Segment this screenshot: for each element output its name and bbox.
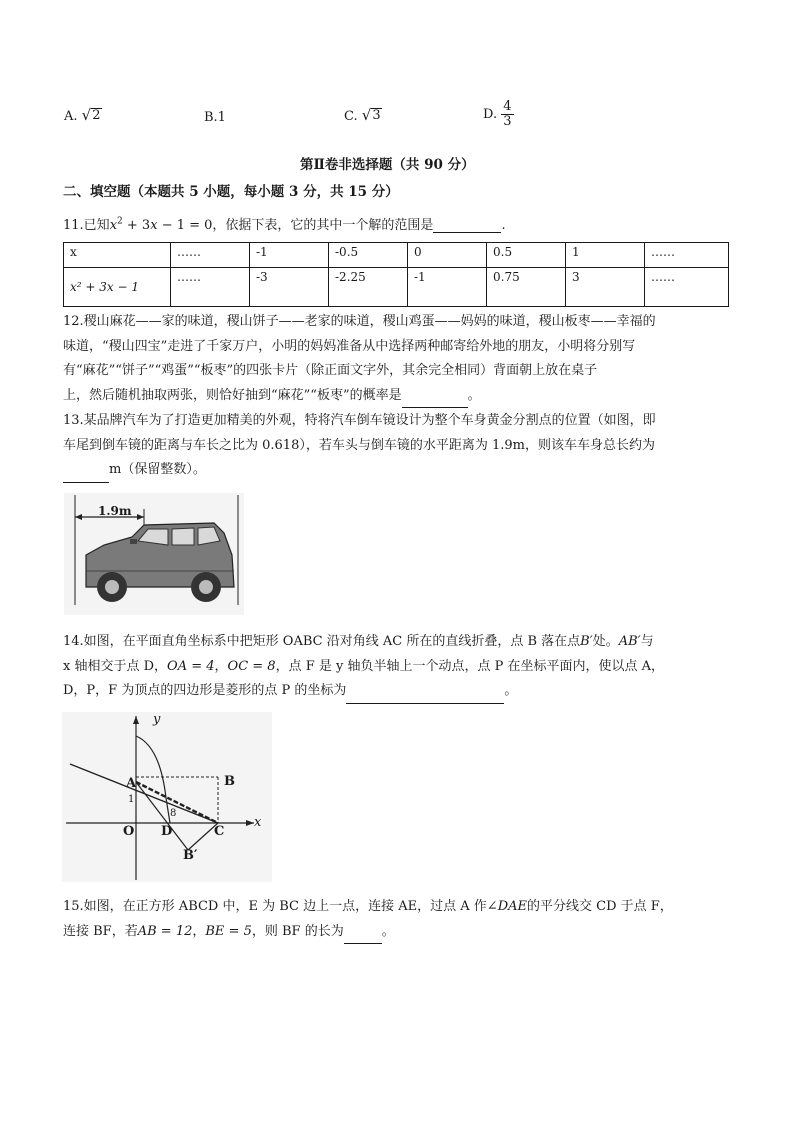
q12-end: 。: [467, 387, 481, 403]
q13-line: m（保留整数）。: [109, 462, 206, 478]
q14-text: x 轴相交于点 D，: [63, 658, 168, 674]
car-illustration: [64, 493, 244, 615]
table-cell: ……: [645, 243, 729, 268]
q15-be: BE = 5: [205, 923, 252, 939]
question-15: [63, 895, 735, 944]
answer-blank[interactable]: [63, 470, 109, 483]
q14-sep: ，: [214, 658, 228, 674]
distance-label: 1.9m: [98, 504, 132, 518]
value-table: [63, 242, 729, 307]
table-cell: -3: [250, 268, 329, 307]
option-d-label: D.: [483, 107, 498, 122]
answer-blank[interactable]: [344, 931, 382, 944]
point-bprime-label: B′: [183, 848, 198, 863]
q12-line: 上，然后随机抽取两张，则恰好抽到“麻花”“板枣”的概率是: [63, 387, 402, 403]
q14-text: 14.如图，在平面直角坐标系中把矩形 OABC 沿对角线 AC 所在的直线折叠，点 B 落在点: [63, 634, 581, 649]
part2-title: 第Ⅱ卷非选择题（共 90 分）: [300, 157, 475, 173]
q11-eq-x: x: [109, 218, 118, 233]
x-axis-label: x: [254, 815, 262, 830]
q15-text: 连接 BF，若: [63, 923, 138, 939]
q11-suffix: ，依据下表，它的其中一个解的范围是: [212, 218, 434, 233]
q11-end: .: [501, 218, 506, 233]
q14-oc: OC = 8: [227, 658, 276, 674]
table-cell: 0.5: [487, 243, 566, 268]
frac-numerator: 4: [503, 99, 512, 114]
q11-eq-x2: x: [150, 218, 158, 233]
y-axis-label: y: [153, 712, 161, 727]
table-cell: -1: [250, 243, 329, 268]
table-cell: -2.25: [329, 268, 408, 307]
option-d: [483, 100, 514, 129]
table-cell: 0.75: [487, 268, 566, 307]
q15-angle: ∠DAE: [486, 899, 527, 914]
fold-diagram: [62, 712, 272, 882]
question-13: [63, 409, 735, 483]
car-figure: [64, 493, 244, 615]
table-row: [64, 268, 729, 307]
table-cell: ……: [645, 268, 729, 307]
option-c-radicand: 3: [372, 108, 381, 123]
table-cell: -1: [408, 268, 487, 307]
sqrt-symbol: √ 2: [81, 106, 101, 124]
q14-abp: AB′: [618, 634, 641, 649]
option-a: [64, 108, 102, 124]
segment-label-1: 1: [128, 794, 135, 805]
frac-denominator: 3: [503, 114, 512, 129]
answer-blank[interactable]: [433, 220, 501, 233]
option-c-label: C.: [344, 109, 358, 124]
point-b-label: B: [224, 774, 235, 789]
q15-ab: AB = 12: [137, 923, 193, 939]
question-14: [63, 630, 735, 704]
q14-text: D，P，F 为顶点的四边形是菱形的点 P 的坐标为: [63, 683, 347, 699]
answer-blank[interactable]: [346, 691, 504, 704]
point-o-label: O: [123, 824, 135, 839]
segment-label-8: 8: [170, 808, 177, 819]
sqrt-symbol: √ 3: [361, 106, 381, 124]
table-cell: x: [64, 243, 171, 268]
q14-text: 与: [640, 634, 654, 649]
q14-bprime: B′: [580, 634, 593, 649]
q13-line: 车尾到倒车镜的距离与车长之比为 0.618），若车头与倒车镜的水平距离为 1.9m，则该车车身总长约为: [63, 437, 655, 453]
q15-sep: ，: [192, 923, 206, 939]
q14-text: ，点 F 是 y 轴负半轴上一个动点，点 P 在坐标平面内，使以点 A，: [275, 658, 665, 674]
table-cell: -0.5: [329, 243, 408, 268]
q15-text: 的平分线交 CD 于点 F，: [527, 899, 673, 914]
option-a-radicand: 2: [92, 108, 101, 123]
q14-end: 。: [504, 683, 518, 699]
table-cell: 1: [566, 243, 645, 268]
q15-text: 15.如图，在正方形 ABCD 中，E 为 BC 边上一点，连接 AE，过点 A 作: [63, 899, 487, 914]
table-cell: ……: [171, 243, 250, 268]
point-a-label: A: [126, 776, 137, 791]
q12-line: 12.稷山麻花——家的味道，稷山饼子——老家的味道，稷山鸡蛋——妈妈的味道，稷山板枣——幸福的: [63, 314, 656, 329]
point-c-label: C: [214, 824, 225, 839]
q15-text: ，则 BF 的长为: [251, 923, 344, 939]
q11-eq-plus: + 3: [126, 218, 151, 233]
q11-eq-rest: − 1 = 0: [161, 218, 213, 233]
answer-blank[interactable]: [402, 395, 468, 408]
table-row: [64, 243, 729, 268]
section-heading: 二、填空题（本题共 5 小题，每小题 3 分，共 15 分）: [63, 184, 399, 200]
point-d-label: D: [161, 824, 173, 839]
q13-line: 13.某品牌汽车为了打造更加精美的外观，特将汽车倒车镜设计为整个车身黄金分割点的位置（如图，即: [63, 413, 656, 428]
option-b: B.1: [204, 110, 226, 125]
fraction: [501, 100, 513, 129]
q12-line: 有“麻花”“饼子”“鸡蛋”“板枣”的四张卡片（除正面文字外，其余完全相同）背面朝上放在桌子: [63, 363, 598, 379]
q15-end: 。: [381, 923, 395, 939]
option-c: [344, 108, 382, 124]
table-cell: x² + 3x − 1: [64, 268, 171, 307]
option-a-label: A.: [64, 109, 78, 124]
q11-prefix: 11.已知: [63, 218, 110, 233]
q14-oa: OA = 4: [167, 658, 215, 674]
coordinate-figure: [62, 712, 272, 882]
question-12: [63, 310, 735, 408]
question-11: 11.已知$x^2 + 3x - 1 = 0$，依据下表，它的其中一个解的范围是 .: [63, 216, 506, 233]
table-cell: 3: [566, 268, 645, 307]
table-cell: ……: [171, 268, 250, 307]
q12-line: 味道，“稷山四宝”走进了千家万户，小明的妈妈准备从中选择两种邮寄给外地的朋友，小明将分别写: [63, 338, 636, 354]
q14-text: 处。: [592, 634, 619, 649]
table-cell: 0: [408, 243, 487, 268]
